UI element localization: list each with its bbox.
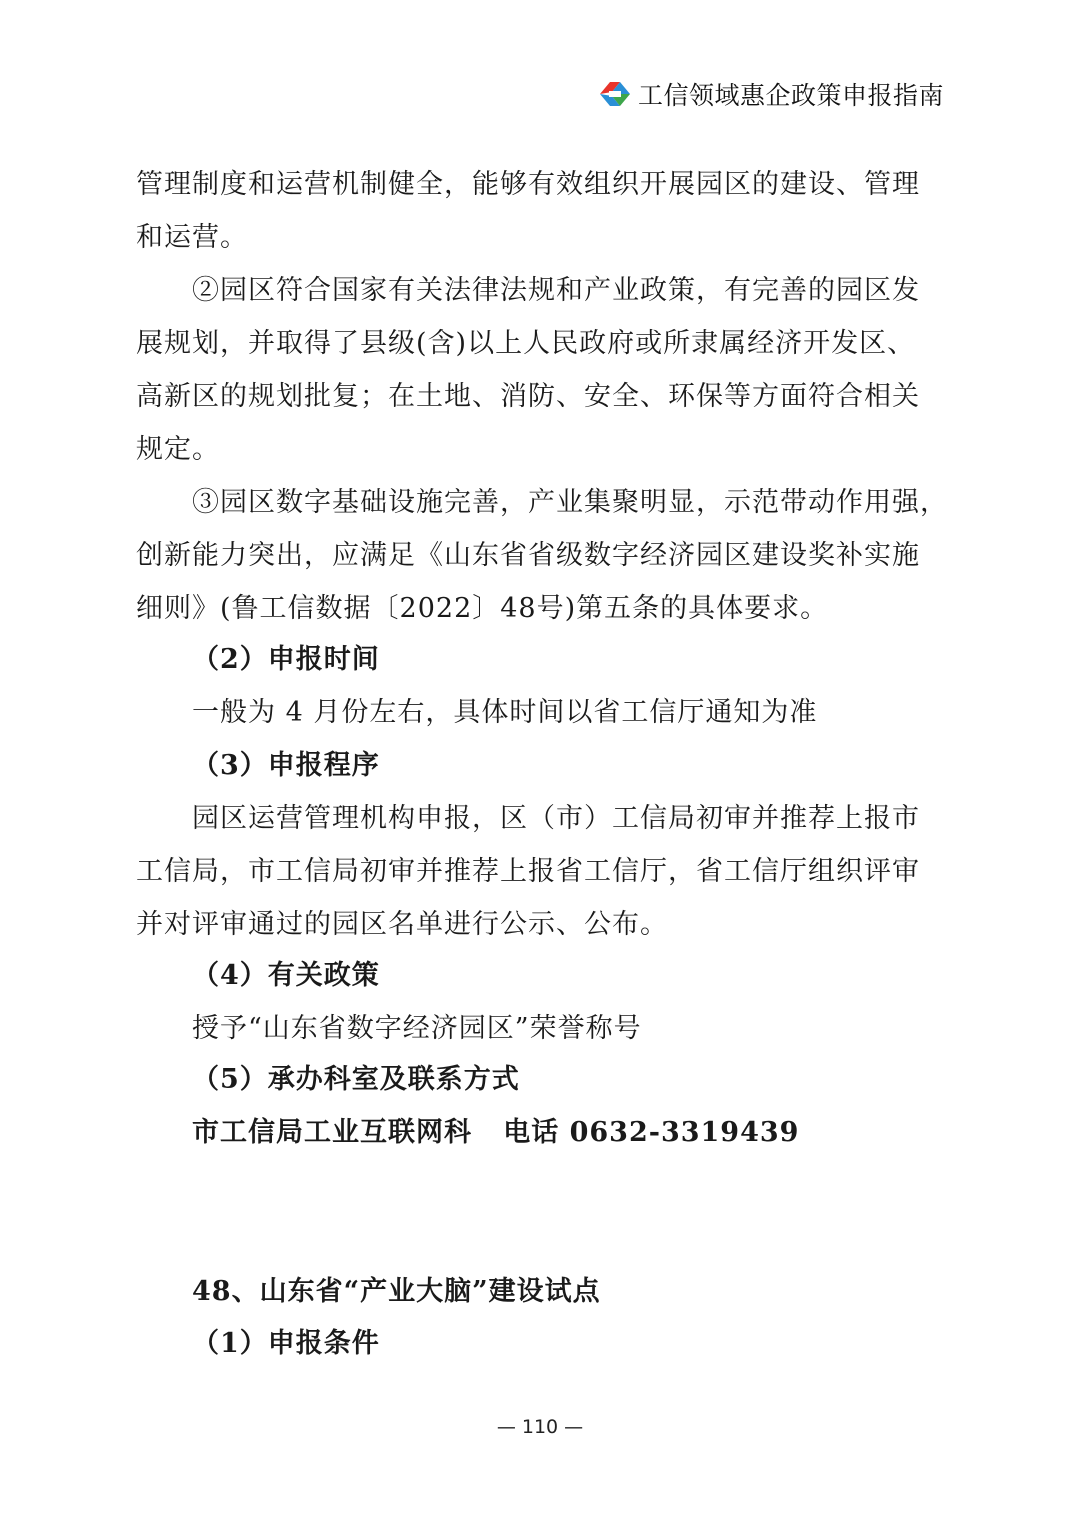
paragraph-line: 展规划，并取得了县级(含)以上人民政府或所隶属经济开发区、 bbox=[136, 328, 916, 359]
paragraph-line: 创新能力突出，应满足《山东省省级数字经济园区建设奖补实施 bbox=[136, 540, 920, 571]
section-heading: （1）申报条件 bbox=[192, 1328, 380, 1359]
page-header bbox=[598, 76, 944, 112]
paragraph-line: 细则》(鲁工信数据〔2022〕48号)第五条的具体要求。 bbox=[136, 593, 829, 624]
contact-line: 市工信局工业互联网科 电话 0632-3319439 bbox=[192, 1117, 800, 1148]
paragraph-line: 高新区的规划批复；在土地、消防、安全、环保等方面符合相关 bbox=[136, 381, 920, 412]
paragraph-line: 园区运营管理机构申报，区（市）工信局初审并推荐上报市 bbox=[192, 803, 920, 834]
paragraph-line: 工信局，市工信局初审并推荐上报省工信厅，省工信厅组织评审 bbox=[136, 856, 920, 887]
header-title: 工信领域惠企政策申报指南 bbox=[637, 81, 944, 110]
paragraph-line: ②园区符合国家有关法律法规和产业政策，有完善的园区发 bbox=[192, 275, 920, 306]
logo-icon bbox=[598, 79, 632, 109]
page-number: — 110 — bbox=[496, 1416, 584, 1438]
paragraph-line: 授予“山东省数字经济园区”荣誉称号 bbox=[192, 1013, 642, 1044]
section-heading: （3）申报程序 bbox=[192, 750, 380, 781]
paragraph-line: 一般为 4 月份左右，具体时间以省工信厅通知为准 bbox=[192, 697, 818, 728]
section-heading: （2）申报时间 bbox=[192, 644, 380, 675]
item-title: 48、山东省“产业大脑”建设试点 bbox=[192, 1276, 601, 1307]
section-heading: （4）有关政策 bbox=[192, 960, 380, 991]
paragraph-line: 管理制度和运营机制健全，能够有效组织开展园区的建设、管理 bbox=[136, 169, 920, 200]
paragraph-line: 并对评审通过的园区名单进行公示、公布。 bbox=[136, 909, 668, 940]
paragraph-line: 规定。 bbox=[136, 434, 220, 465]
paragraph-line: 和运营。 bbox=[136, 222, 248, 253]
paragraph-line: ③园区数字基础设施完善，产业集聚明显，示范带动作用强， bbox=[192, 487, 948, 518]
section-heading: （5）承办科室及联系方式 bbox=[192, 1064, 520, 1095]
